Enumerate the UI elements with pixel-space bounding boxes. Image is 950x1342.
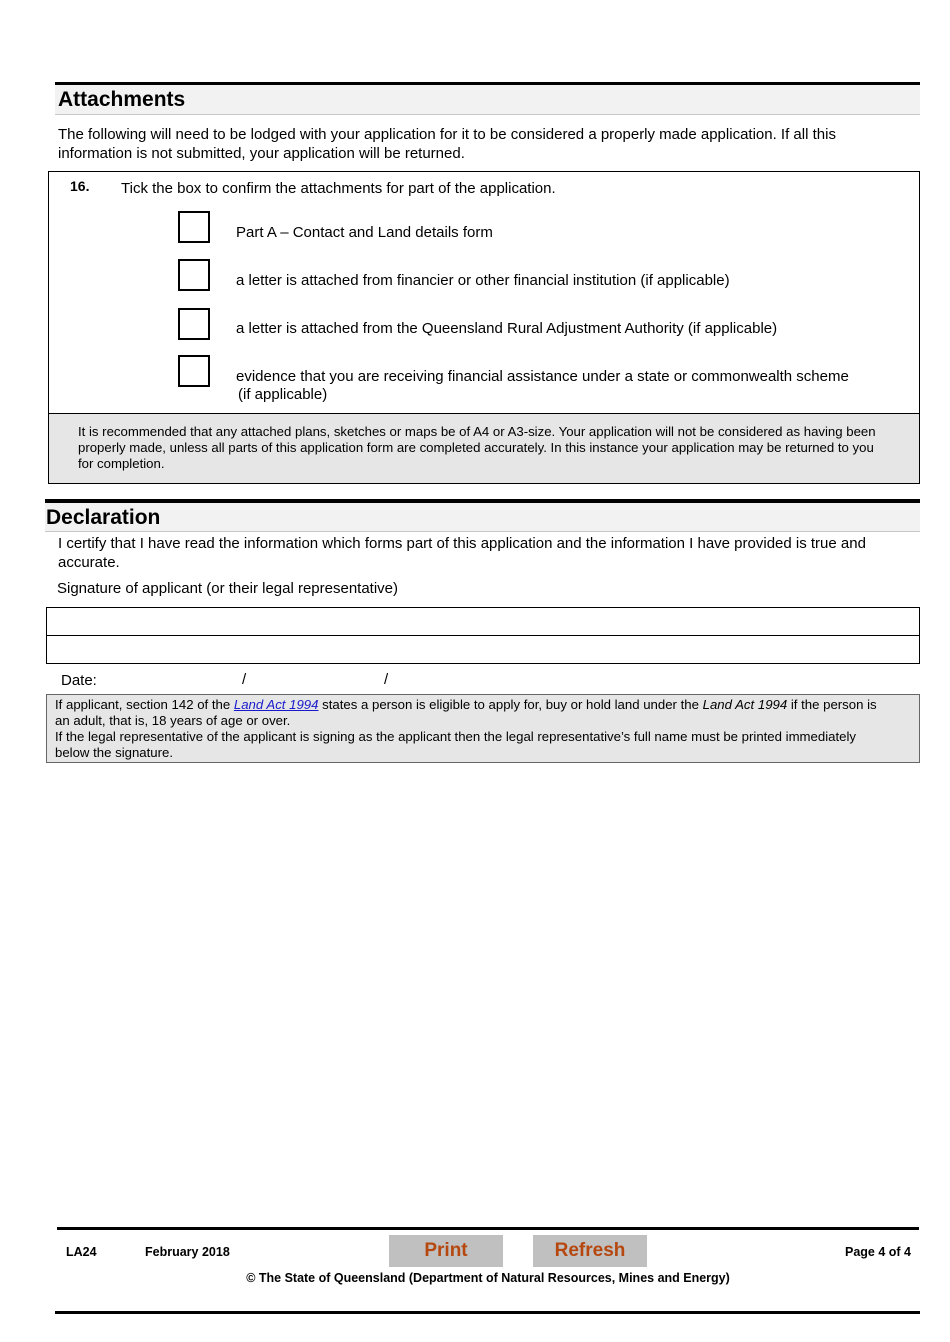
print-button[interactable]: Print bbox=[389, 1235, 503, 1267]
declaration-note-paragraph-1 bbox=[55, 697, 893, 729]
date-separator-1: / bbox=[242, 671, 247, 688]
date-day-input[interactable] bbox=[112, 668, 237, 690]
attachments-note bbox=[48, 413, 920, 484]
attachment-checkbox-financier-letter[interactable] bbox=[178, 259, 210, 291]
question-text: Tick the box to confirm the attachments for part of the application. bbox=[121, 180, 556, 197]
declaration-note-land-act-italic: Land Act 1994 bbox=[702, 697, 788, 712]
attachment-checkbox-qraa-letter[interactable] bbox=[178, 308, 210, 340]
signature-label: Signature of applicant (or their legal representative) bbox=[57, 580, 399, 597]
question-number: 16. bbox=[70, 178, 90, 194]
refresh-button[interactable]: Refresh bbox=[533, 1235, 647, 1267]
date-separator-2: / bbox=[384, 671, 389, 688]
copyright: © The State of Queensland (Department of Natural Resources, Mines and Energy) bbox=[246, 1271, 730, 1285]
attachment-checkbox-financial-assistance[interactable] bbox=[178, 355, 210, 387]
signature-field-divider bbox=[46, 635, 920, 636]
land-act-link[interactable]: Land Act 1994 bbox=[233, 697, 319, 712]
declaration-note-text-c: if the person is an adult, that is, 18 years of age or over. bbox=[55, 697, 877, 728]
date-month-input[interactable] bbox=[254, 668, 379, 690]
declaration-heading: Declaration bbox=[45, 503, 920, 532]
attachments-note-text: It is recommended that any attached plans, sketches or maps be of A4 or A3-size. Your application will not be considered as having been properly made, unless all parts of this application form are completed accurately. In this instance your application may be returned to you for completion. bbox=[78, 424, 876, 471]
attachment-label-financial-assistance: evidence that you are receiving financial assistance under a state or commonwealth scheme bbox=[236, 368, 849, 385]
declaration-note-text-a: If applicant, section 142 of the bbox=[55, 697, 234, 712]
declaration-note bbox=[46, 694, 920, 763]
form-code: LA24 bbox=[66, 1245, 97, 1259]
footer-top-rule bbox=[57, 1227, 919, 1230]
declaration-note-text-b: states a person is eligible to apply for, buy or hold land under the bbox=[318, 697, 703, 712]
attachments-heading: Attachments bbox=[55, 85, 920, 115]
declaration-certify: I certify that I have read the information which forms part of this application and the information I have provided is true and accurate. bbox=[58, 535, 866, 571]
attachments-intro: The following will need to be lodged with your application for it to be considered a properly made application. If all this information is not submitted, your application will be returned. bbox=[58, 126, 836, 162]
page-number: Page 4 of 4 bbox=[845, 1245, 911, 1259]
attachment-label-qraa-letter: a letter is attached from the Queensland Rural Adjustment Authority (if applicable) bbox=[236, 320, 778, 337]
form-date: February 2018 bbox=[145, 1245, 230, 1259]
attachment-label-part-a: Part A – Contact and Land details form bbox=[236, 224, 493, 241]
date-label: Date: bbox=[61, 672, 97, 689]
declaration-note-paragraph-2: If the legal representative of the applicant is signing as the applicant then the legal representative’s full name must be printed immediately below the signature. bbox=[55, 729, 856, 760]
attachment-label-financier-letter: a letter is attached from financier or other financial institution (if applicable) bbox=[236, 272, 730, 289]
attachment-checkbox-part-a[interactable] bbox=[178, 211, 210, 243]
footer-bottom-rule bbox=[55, 1311, 920, 1314]
date-year-input[interactable] bbox=[396, 668, 521, 690]
attachment-label-financial-assistance-line2: (if applicable) bbox=[238, 386, 328, 403]
